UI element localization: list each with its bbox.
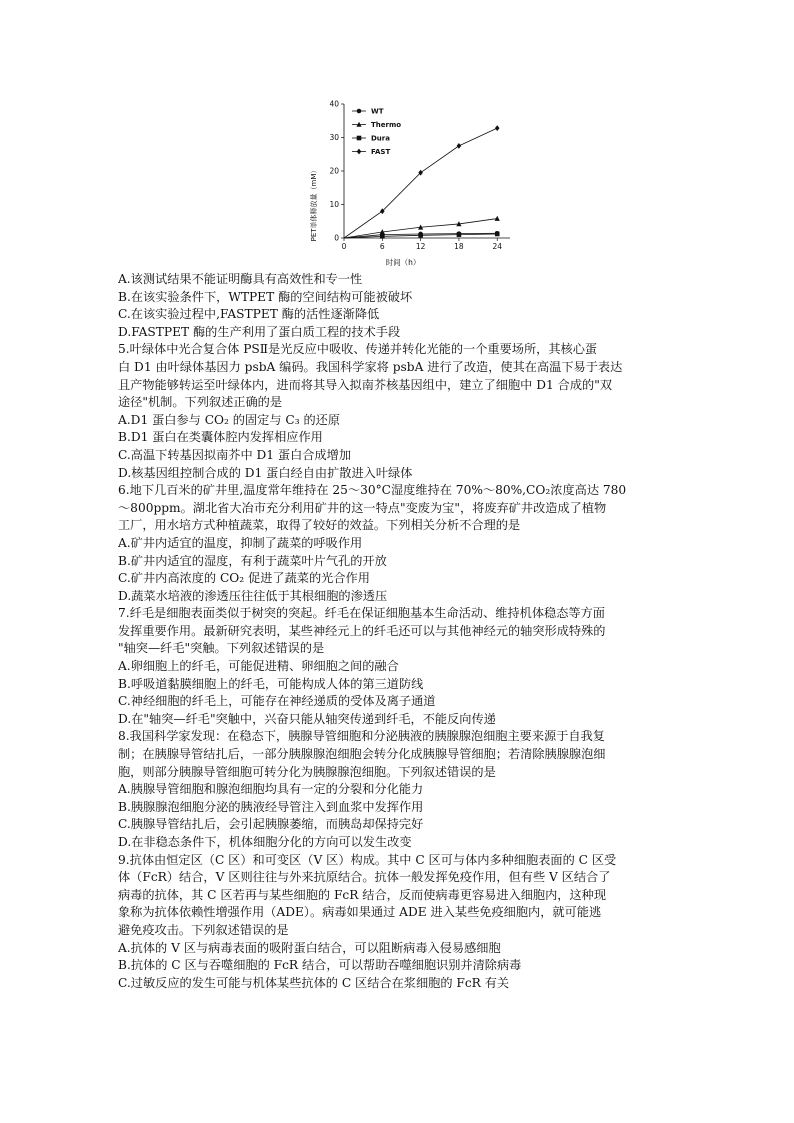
text-line: 9.抗体由恒定区（C 区）和可变区（V 区）构成。其中 C 区可与体内多种细胞表面的 C 区受 bbox=[118, 852, 617, 867]
data-point bbox=[457, 232, 462, 237]
data-point bbox=[457, 143, 462, 149]
legend-label: WT bbox=[371, 107, 384, 116]
series-fast bbox=[344, 125, 500, 238]
text-line: B.抗体的 C 区与吞噬细胞的 FcR 结合，可以帮助吞噬细胞识别并清除病毒 bbox=[118, 958, 522, 973]
text-line: 制；在胰腺导管结扎后，一部分胰腺腺泡细胞会转分化成胰腺导管细胞；若清除胰腺腺泡细 bbox=[118, 747, 606, 762]
text-line: B.胰腺腺泡细胞分泌的胰液经导管注入到血浆中发挥作用 bbox=[118, 799, 424, 814]
text-line: B.D1 蛋白在类囊体腔内发挥相应作用 bbox=[118, 430, 323, 445]
text-line: A.抗体的 V 区与病毒表面的吸附蛋白结合，可以阻断病毒入侵易感细胞 bbox=[118, 940, 501, 955]
text-line: D.在"轴突—纤毛"突触中，兴奋只能从轴突传递到纤毛，不能反向传递 bbox=[118, 711, 496, 726]
text-line: 病毒的抗体，其 C 区若再与某些细胞的 FcR 结合，反而使病毒更容易进入细胞内，这种现 bbox=[118, 887, 607, 902]
legend-label: Thermo bbox=[371, 121, 402, 129]
y-tick-label: 30 bbox=[329, 133, 339, 142]
question-text bbox=[118, 271, 678, 992]
text-line: 8.我国科学家发现：在稳态下，胰腺导管细胞和分泌胰液的胰腺腺泡细胞主要来源于自我复 bbox=[118, 729, 605, 744]
text-line: 发挥重要作用。最新研究表明，某些神经元上的纤毛还可以与其他神经元的轴突形成特殊的 bbox=[118, 623, 606, 638]
text-line: 途径"机制。下列叙述正确的是 bbox=[118, 395, 283, 410]
text-line: 6.地下几百米的矿井里,温度常年维持在 25～30°C湿度维持在 70%～80%,CO₂浓度高达 780 bbox=[118, 483, 627, 498]
legend-label: FAST bbox=[371, 148, 391, 156]
y-tick-label: 20 bbox=[329, 166, 339, 176]
chart-axes bbox=[344, 104, 510, 238]
text-line: 5.叶绿体中光合复合体 PSⅡ是光反应中吸收、传递并转化光能的一个重要场所，其核心蛋 bbox=[118, 342, 598, 357]
legend-label: Dura bbox=[371, 134, 390, 143]
text-line: A.该测试结果不能证明酶具有高效性和专一性 bbox=[118, 272, 363, 286]
text-line: D.核基因组控制合成的 D1 蛋白经自由扩散进入叶绿体 bbox=[118, 465, 413, 480]
text-line: A.胰腺导管细胞和腺泡细胞均具有一定的分裂和分化能力 bbox=[118, 782, 424, 797]
text-line: D.蔬菜水培液的渗透压往往低于其根细胞的渗透压 bbox=[118, 588, 388, 603]
text-line: ～800ppm。湖北省大冶市充分利用矿井的这一特点"变废为宝"，将废弃矿井改造成了植物 bbox=[118, 500, 607, 515]
text-line: A.矿井内适宜的温度，抑制了蔬菜的呼吸作用 bbox=[118, 535, 363, 550]
legend-marker bbox=[357, 109, 362, 114]
data-point bbox=[495, 125, 500, 131]
y-axis-label: PET单体释放量（mM） bbox=[310, 166, 318, 242]
text-line: 且产物能够转运至叶绿体内，进而将其导入拟南芥核基因组中，建立了细胞中 D1 合成的"双 bbox=[118, 377, 613, 392]
y-tick-label: 40 bbox=[329, 99, 339, 109]
text-line: B.在该实验条件下，WTPET 酶的空间结构可能被破坏 bbox=[118, 289, 413, 304]
text-line: 避免疫攻击。下列叙述错误的是 bbox=[118, 922, 289, 937]
chart-legend bbox=[352, 108, 401, 157]
text-line: D.在非稳态条件下，机体细胞分化的方向可以发生改变 bbox=[118, 835, 412, 849]
text-line: D.FASTPET 酶的生产利用了蛋白质工程的技术手段 bbox=[118, 324, 401, 339]
data-point bbox=[495, 216, 500, 221]
text-line: C.在该实验过程中,FASTPET 酶的活性逐渐降低 bbox=[118, 307, 380, 322]
text-line: 工厂，用水培方式种植蔬菜，取得了较好的效益。下列相关分析不合理的是 bbox=[118, 518, 521, 533]
text-line: "轴突—纤毛"突触。下列叙述错误的是 bbox=[118, 641, 325, 656]
text-line: 胞，则部分胰腺导管细胞可转分化为胰腺腺泡细胞。下列叙述错误的是 bbox=[118, 764, 496, 779]
text-line: B.呼吸道黏膜细胞上的纤毛，可能构成人体的第三道防线 bbox=[118, 676, 424, 691]
text-line: 白 D1 由叶绿体基因力 psbA 编码。我国科学家将 psbA 进行了改造，使其在高温下易于表达 bbox=[118, 359, 623, 374]
data-point bbox=[380, 234, 385, 239]
x-tick-label: 6 bbox=[379, 242, 385, 251]
y-tick-label: 0 bbox=[334, 233, 339, 243]
text-line: 体（FcR）结合，V 区则往往与外来抗原结合。抗体一般发挥免疫作用，但有些 V 区结合了 bbox=[118, 870, 611, 885]
text-line: 象称为抗体依赖性增强作用（ADE）。病毒如果通过 ADE 进入某些免疫细胞内，就可能逃 bbox=[118, 905, 602, 920]
text-line: C.高温下转基因拟南芥中 D1 蛋白合成增加 bbox=[118, 447, 352, 462]
text-line: 7.纤毛是细胞表面类似于树突的突起。纤毛在保证细胞基本生命活动、维持机体稳态等方面 bbox=[118, 606, 605, 621]
legend-marker bbox=[357, 136, 362, 141]
x-axis-label: 时间（h） bbox=[385, 258, 421, 267]
x-tick-label: 0 bbox=[341, 242, 347, 251]
x-tick-label: 18 bbox=[454, 242, 464, 251]
text-line: C.胰腺导管结扎后，会引起胰腺萎缩，而胰岛却保持完好 bbox=[118, 817, 424, 832]
text-line: C.过敏反应的发生可能与机体某些抗体的 C 区结合在浆细胞的 FcR 有关 bbox=[118, 975, 510, 990]
text-line: A.D1 蛋白参与 CO₂ 的固定与 C₃ 的还原 bbox=[118, 412, 341, 427]
text-line: C.矿井内高浓度的 CO₂ 促进了蔬菜的光合作用 bbox=[118, 571, 370, 586]
x-tick-label: 12 bbox=[415, 242, 426, 251]
legend-marker bbox=[357, 149, 362, 155]
text-line: A.卵细胞上的纤毛，可能促进精、卵细胞之间的融合 bbox=[118, 659, 399, 674]
y-tick-label: 10 bbox=[329, 200, 339, 209]
data-point bbox=[495, 232, 500, 237]
text-line: C.神经细胞的纤毛上，可能存在神经递质的受体及离子通道 bbox=[118, 694, 436, 709]
text-line: B.矿井内适宜的湿度，有利于蔬菜叶片气孔的开放 bbox=[118, 553, 387, 568]
x-tick-label: 24 bbox=[492, 242, 503, 251]
chart-series bbox=[344, 125, 500, 238]
chart-ticks bbox=[329, 100, 502, 252]
pet-release-chart bbox=[300, 92, 520, 272]
data-point bbox=[418, 233, 423, 238]
